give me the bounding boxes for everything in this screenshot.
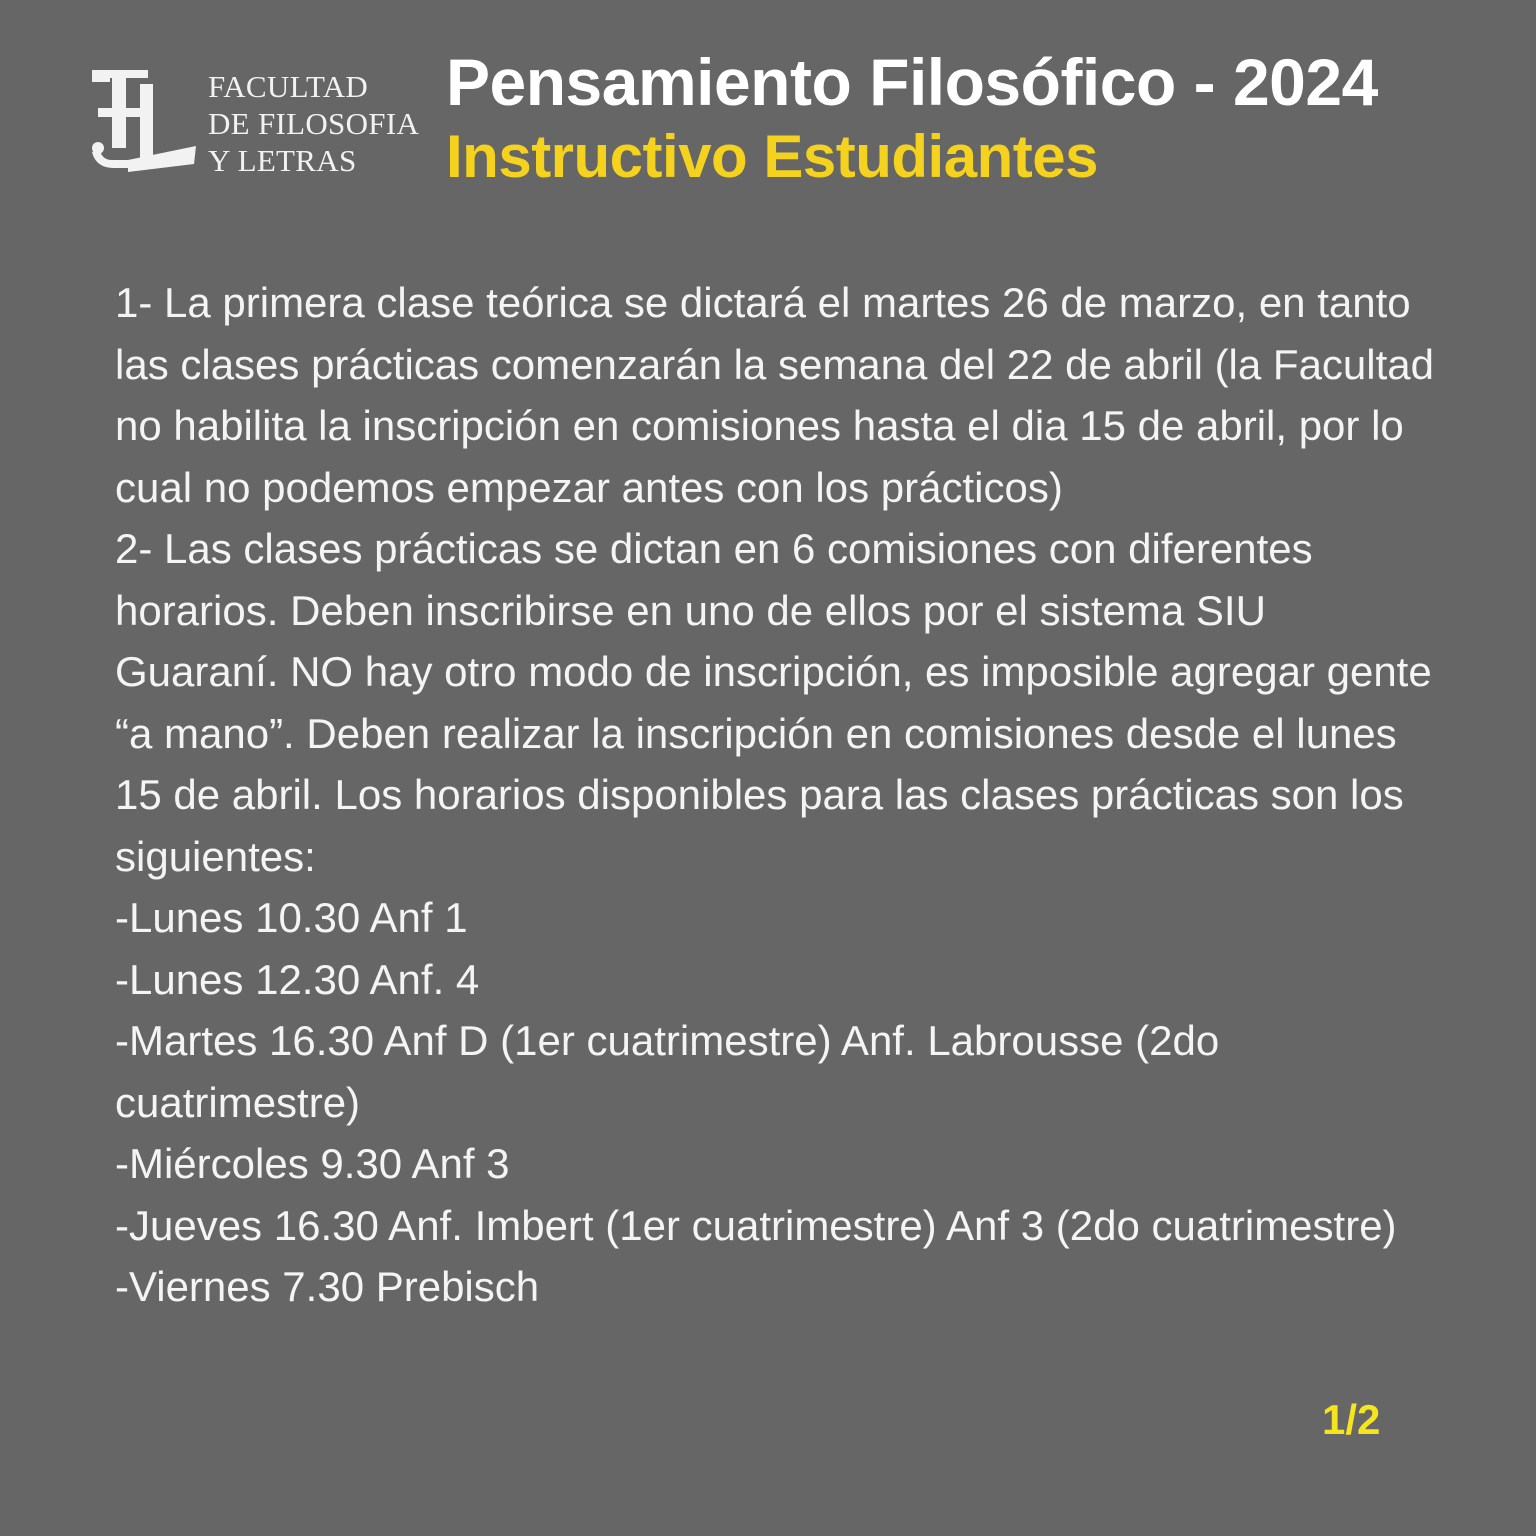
page-title: Pensamiento Filosófico - 2024: [446, 45, 1378, 119]
faculty-logo: [88, 64, 428, 180]
faculty-name-line2: DE FILOSOFIA: [208, 106, 420, 141]
instruction-item-1: 1- La primera clase teórica se dictará el martes 26 de marzo, en tanto las clases prácticas comenzarán la semana del 22 de abril (la Facultad no habilita la inscripción en comisiones hasta el dia 15 de abril, por lo cual no podemos empezar antes con los prácticos): [115, 279, 1435, 511]
page-number: 1/2: [1322, 1396, 1381, 1443]
schedule-item: -Jueves 16.30 Anf. Imbert (1er cuatrimestre) Anf 3 (2do cuatrimestre): [115, 1201, 1397, 1249]
page-subtitle: Instructivo Estudiantes: [446, 123, 1098, 190]
schedule-list: [115, 887, 1435, 1318]
schedule-item: -Lunes 10.30 Anf 1: [115, 894, 468, 941]
faculty-name-line1: FACULTAD: [208, 69, 369, 104]
instructions-body: [115, 272, 1435, 1318]
faculty-name-line3: Y LETRAS: [208, 143, 357, 178]
fl-monogram-icon: [88, 64, 200, 176]
instruction-item-2: 2- Las clases prácticas se dictan en 6 comisiones con diferentes horarios. Deben inscribirse en uno de ellos por el sistema SIU Guaraní. NO hay otro modo de inscripción, es imposible agregar gente “a mano”. Deben realizar la inscripción en comisiones desde el lunes 15 de abril. Los horarios disponibles para las clases prácticas son los siguientes:: [115, 525, 1432, 880]
schedule-item: -Martes 16.30 Anf D (1er cuatrimestre) Anf. Labrousse (2do cuatrimestre): [115, 1017, 1220, 1126]
faculty-name: [208, 68, 419, 179]
schedule-item: -Miércoles 9.30 Anf 3: [115, 1140, 510, 1187]
schedule-item: -Lunes 12.30 Anf. 4: [115, 955, 480, 1003]
schedule-item: -Viernes 7.30 Prebisch: [115, 1263, 540, 1310]
